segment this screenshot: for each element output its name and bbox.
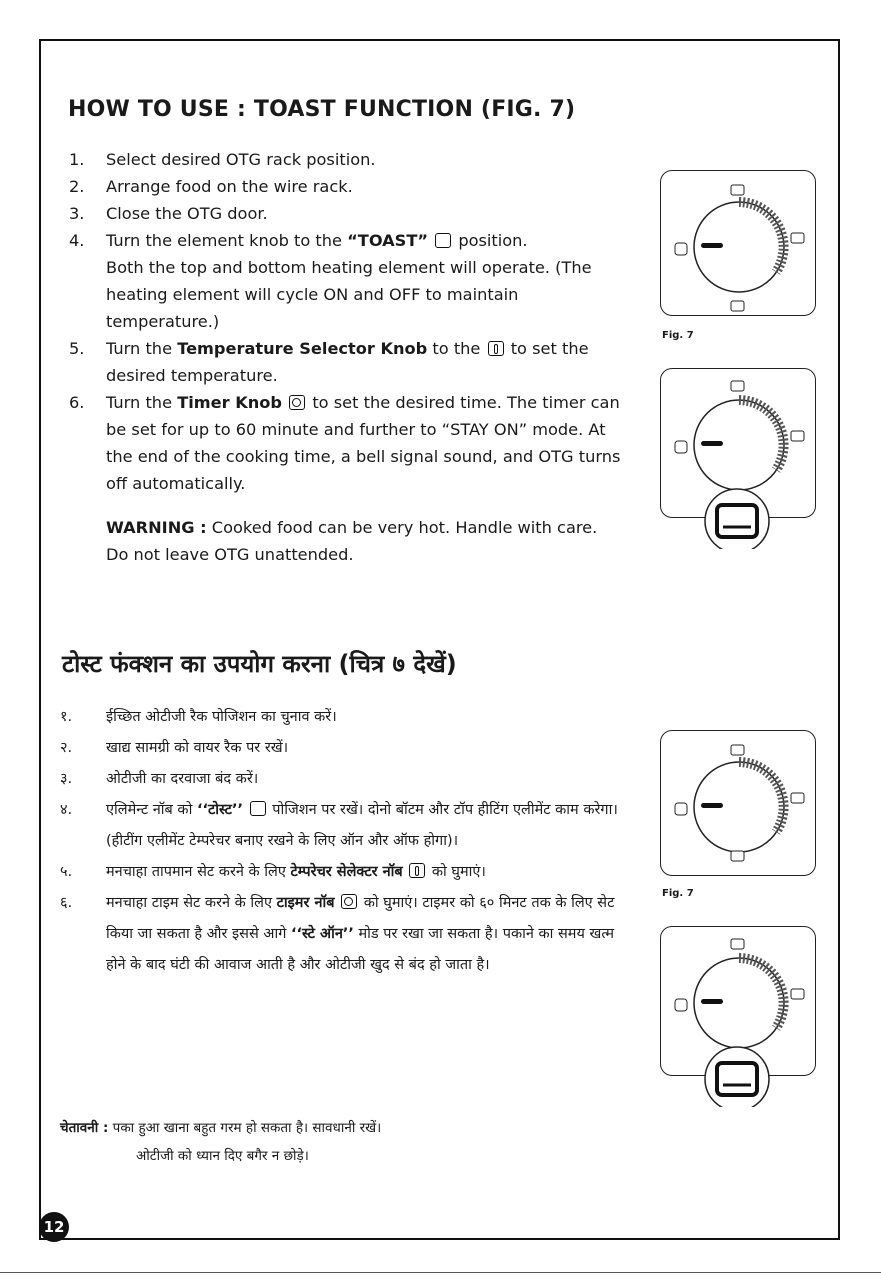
list-item: 5. Turn the Temperature Selector Knob to the to set the desired temperature. [69, 339, 589, 385]
list-item: 3. Close the OTG door. [69, 204, 268, 223]
knob-diagram [661, 731, 817, 877]
clock-icon [341, 894, 357, 909]
thermometer-icon [409, 863, 425, 878]
figure-toast-knob [660, 368, 816, 518]
figure-toast-knob [660, 926, 816, 1076]
english-steps [66, 146, 626, 497]
list-item: ४. एलिमेन्ट नॉब को ‘‘टोस्ट’’ पोजिशन पर रखें। दोनो बॉटम और टॉप हीटिंग एलीमेंट काम करेगा। (हीटींग एलीमेंट टेम्परेचर बनाए रखने के लिए ऑन और ऑफ होगा)। [60, 802, 618, 849]
list-item: ६. मनचाहा टाइम सेट करने के लिए टाइमर नॉब को घुमाएं। टाइमर को ६० मिनट तक के लिए सेट किया जा सकता है और इससे आगे ‘‘स्टे ऑन’’ मोड पर रखा जा सकता है। पकाने का समय खत्म होने के बाद घंटी की आवाज आती है और ओटीजी खुद से बंद हो जाता है। [60, 895, 615, 973]
list-item: 1. Select desired OTG rack position. [69, 150, 376, 169]
thermometer-icon [488, 341, 504, 356]
english-warning: WARNING : Cooked food can be very hot. Handle with care. Do not leave OTG unattended. [106, 518, 598, 564]
list-item: 2. Arrange food on the wire rack. [69, 177, 353, 196]
list-item: 6. Turn the Timer Knob to set the desired time. The timer can be set for up to 60 minute and further to “STAY ON” mode. At the end of the cooking time, a bell signal sound, and OTG turns off automatically. [69, 393, 621, 493]
list-item: २. खाद्य सामग्री को वायर रैक पर रखें। [60, 740, 289, 756]
hindi-warning: चेतावनी : पका हुआ खाना बहुत गरम हो सकता है। सावधानी रखें। ओटीजी को ध्यान दिए बगैर न छोड़े। [60, 1120, 382, 1164]
figure-element-knob [660, 730, 816, 876]
bottom-rule [0, 1272, 881, 1273]
toast-icon [250, 801, 266, 816]
page-number: 12 [39, 1212, 69, 1242]
toast-icon [435, 233, 451, 248]
knob-diagram [661, 369, 817, 549]
list-item: 4. Turn the element knob to the “TOAST” position. Both the top and bottom heating element will operate. (The heating element will cycle ON and OFF to maintain temperature.) [69, 231, 592, 331]
list-item: ५. मनचाहा तापमान सेट करने के लिए टेम्परेचर सेलेक्टर नॉब को घुमाएं। [60, 864, 486, 880]
knob-diagram [661, 927, 817, 1107]
hindi-steps [60, 702, 620, 981]
list-item: ३. ओटीजी का दरवाजा बंद करें। [60, 771, 259, 787]
figure-element-knob [660, 170, 816, 316]
clock-icon [289, 395, 305, 410]
figure-caption: Fig. 7 [662, 330, 694, 341]
english-heading: HOW TO USE : TOAST FUNCTION (FIG. 7) [68, 97, 576, 122]
knob-diagram [661, 171, 817, 317]
figure-caption: Fig. 7 [662, 888, 694, 899]
list-item: १. ईच्छित ओटीजी रैक पोजिशन का चुनाव करें। [60, 709, 337, 725]
hindi-heading: टोस्ट फंक्शन का उपयोग करना (चित्र ७ देखें) [62, 650, 457, 678]
